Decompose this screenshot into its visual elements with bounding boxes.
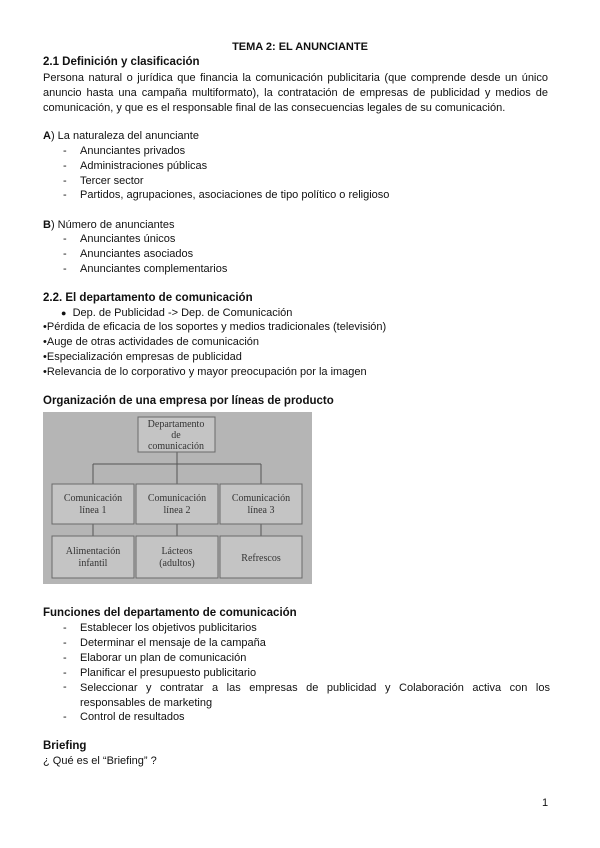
section-a-letter: A: [43, 130, 51, 142]
bullet-icon: •: [43, 321, 47, 333]
product-2-label-a: Lácteos: [161, 546, 193, 557]
bullet-icon: ●: [61, 308, 67, 318]
section-2-1-heading: 2.1 Definición y clasificación: [43, 56, 200, 68]
funciones-heading: Funciones del departamento de comunicación: [43, 607, 297, 619]
section-b-text: ) Número de anunciantes: [50, 219, 175, 231]
org-chart: [43, 412, 312, 584]
section-a-label: [43, 130, 199, 142]
document-title: TEMA 2: EL ANUNCIANTE: [232, 41, 368, 53]
section-2-2-heading: 2.2. El departamento de comunicación: [43, 292, 253, 304]
section-b-label: [43, 219, 174, 231]
product-1-label-b: infantil: [78, 558, 108, 569]
line-1-label-a: Comunicación: [63, 493, 123, 504]
line-box: [220, 484, 302, 524]
list-item: •Especialización empresas de publicidad: [43, 351, 242, 363]
briefing-question: ¿ Qué es el “Briefing” ?: [43, 755, 157, 767]
section-b-letter: B: [43, 219, 51, 231]
product-1-label-a: Alimentación: [65, 546, 121, 557]
definition-paragraph: [43, 71, 548, 116]
bullet-icon: •: [43, 366, 47, 378]
root-label-2: de: [171, 430, 181, 441]
briefing-heading: Briefing: [43, 740, 87, 752]
product-3-label: Refrescos: [241, 553, 281, 564]
section-a-text: ) La naturaleza del anunciante: [50, 130, 199, 142]
product-box: [136, 536, 218, 578]
list-item: •Auge de otras actividades de comunicación: [43, 336, 260, 348]
definition-line-1: Persona natural o jurídica que financia la comunicación publicitaria (que comprende desde un único: [43, 72, 548, 84]
bullet-icon: •: [43, 336, 47, 348]
bullet-icon: •: [43, 351, 47, 363]
org-chart-heading: Organización de una empresa por líneas de producto: [43, 395, 334, 407]
list-item: •Relevancia de lo corporativo y mayor preocupación por la imagen: [43, 366, 367, 378]
root-label-1: Departamento: [147, 419, 205, 430]
product-box: [52, 536, 134, 578]
line-3-label-a: Comunicación: [231, 493, 291, 504]
product-2-label-b: (adultos): [159, 558, 195, 569]
page-number: 1: [542, 797, 549, 809]
org-chart-figure: [43, 412, 312, 584]
definition-line-3: comunicación, y que es el responsable final de las consecuencias legales de su comunicación.: [43, 102, 506, 114]
definition-line-2: anuncio hasta una campaña multiformato), la contratación de empresas de publicidad y medios de: [43, 87, 548, 99]
list-item: ● Dep. de Publicidad -> Dep. de Comunicación: [61, 307, 293, 319]
line-box: [136, 484, 218, 524]
line-2-label-a: Comunicación: [147, 493, 207, 504]
line-2-label-b: línea 2: [163, 505, 191, 516]
line-3-label-b: línea 3: [247, 505, 275, 516]
line-1-label-b: línea 1: [79, 505, 107, 516]
line-box: [52, 484, 134, 524]
root-label-3: comunicación: [147, 441, 205, 452]
list-item: •Pérdida de eficacia de los soportes y medios tradicionales (televisión): [43, 321, 387, 333]
